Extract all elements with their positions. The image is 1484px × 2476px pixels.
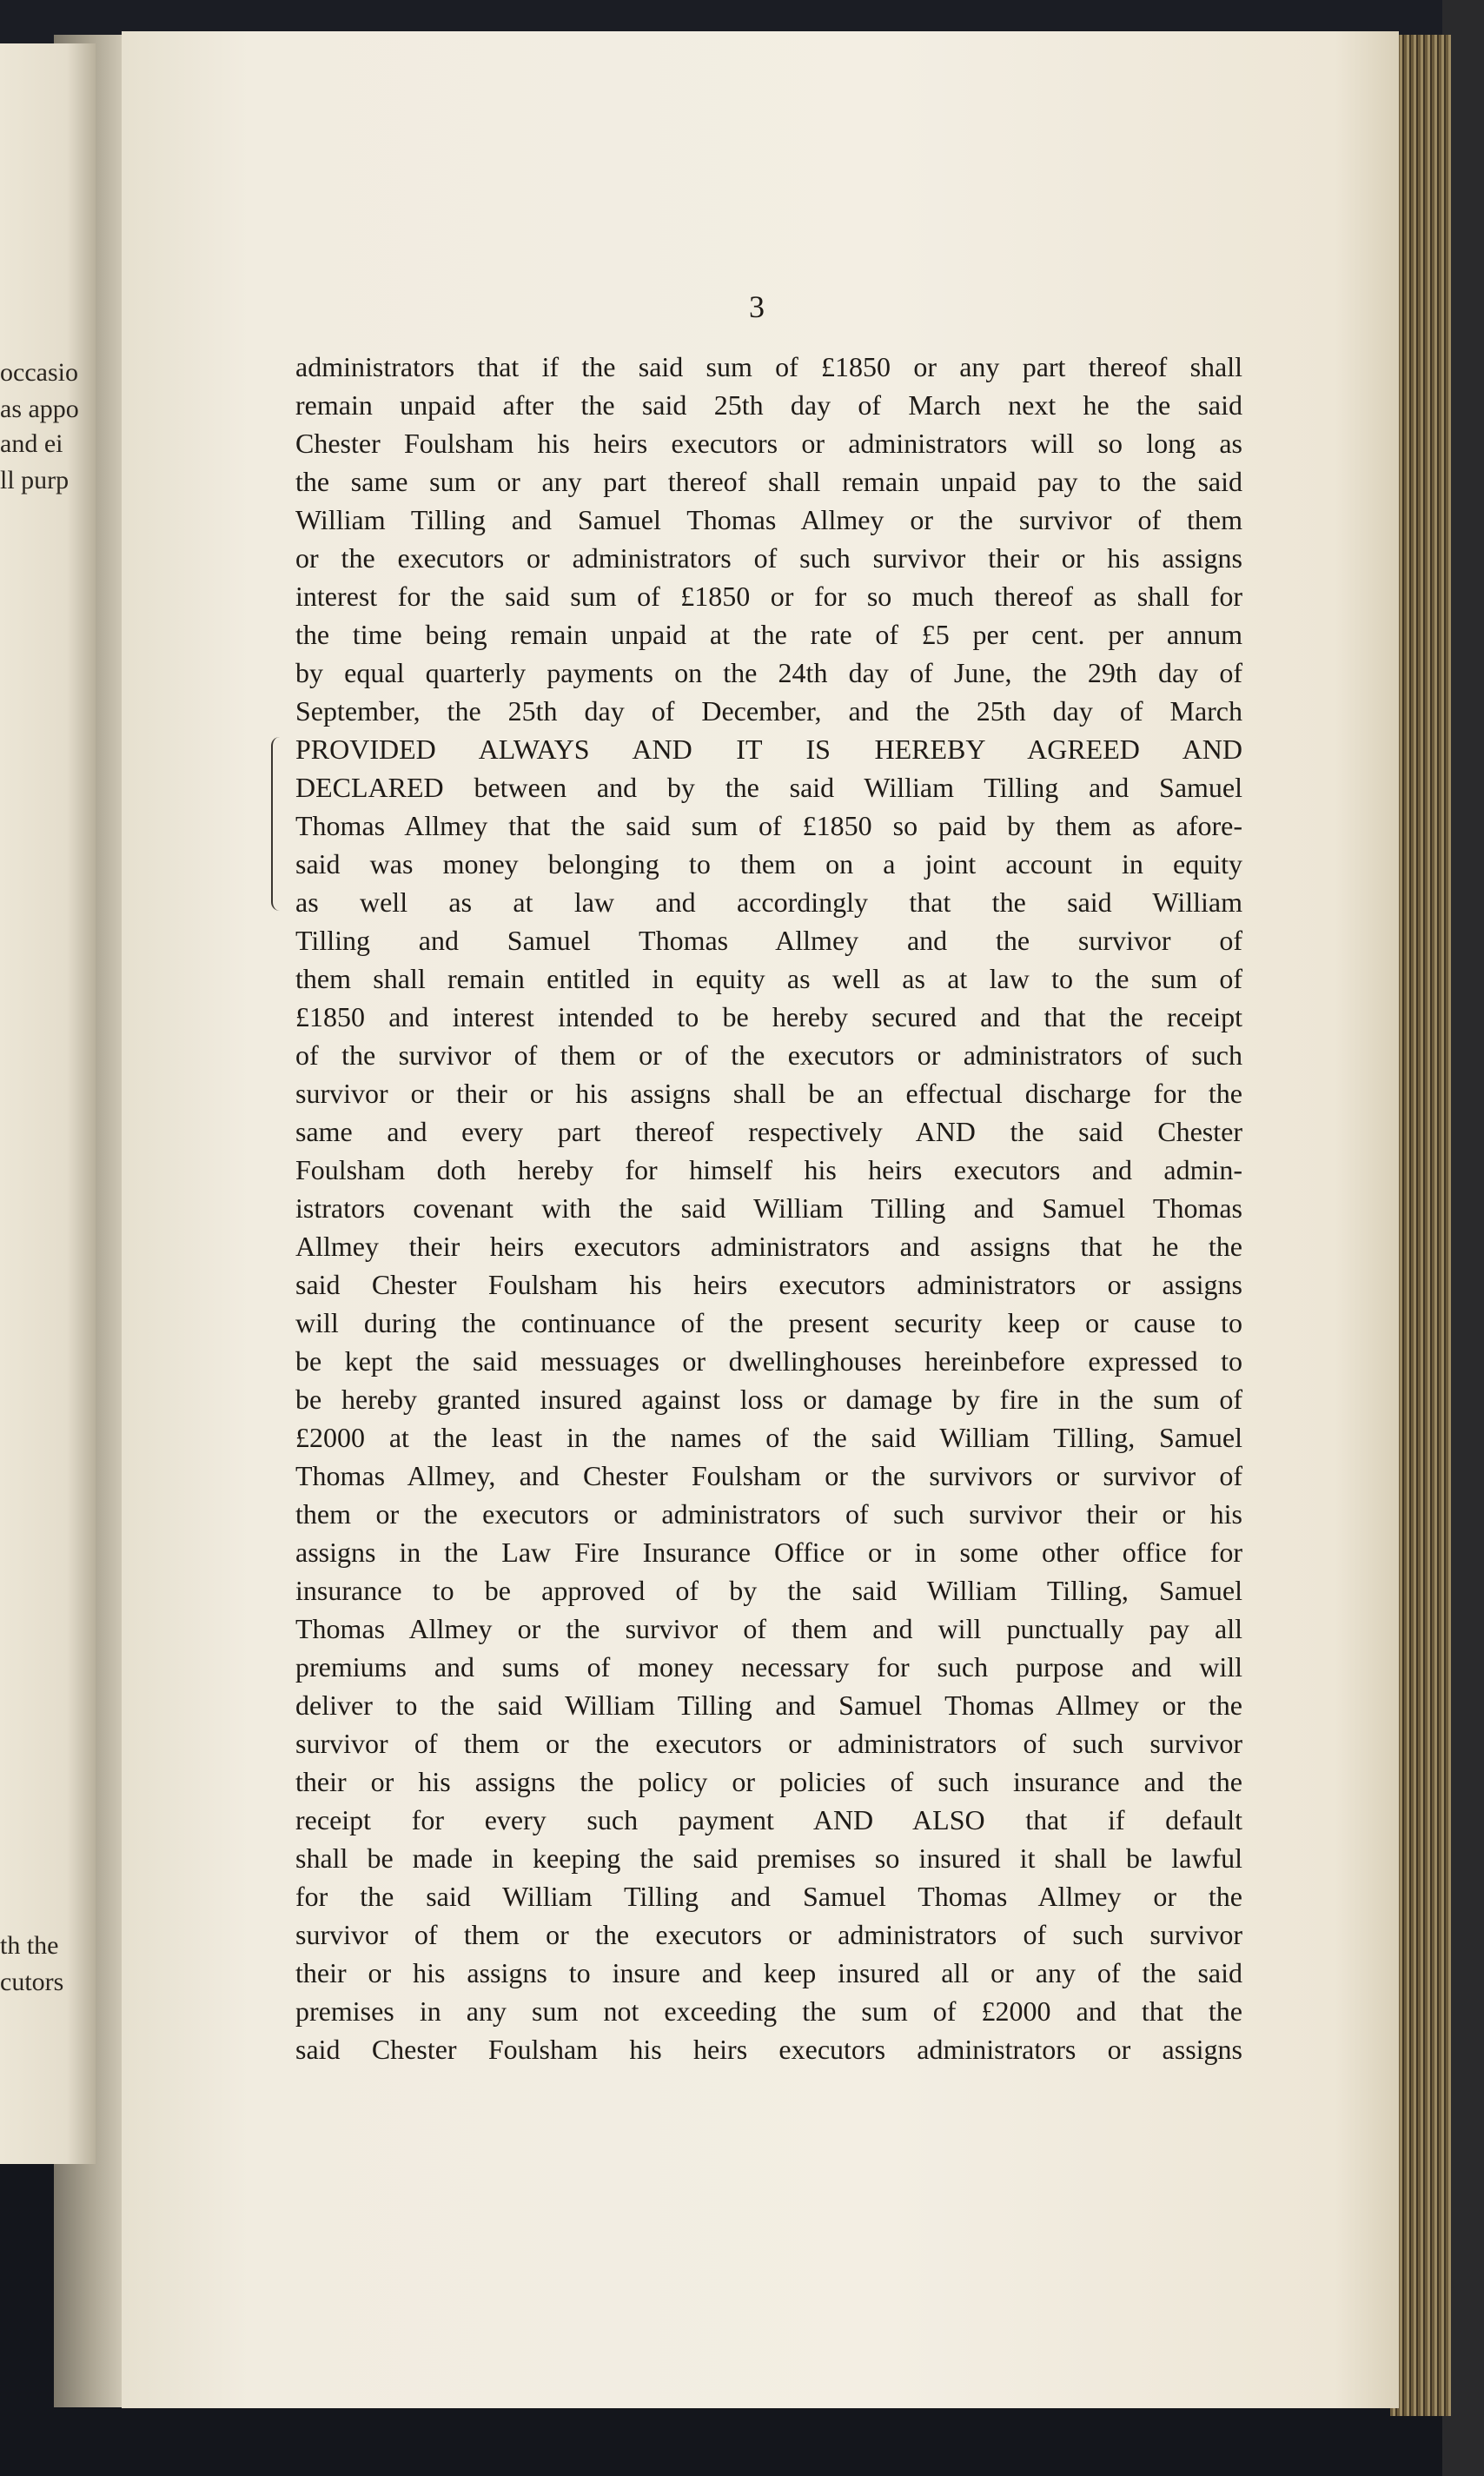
text-line: as well as at law and accordingly that the said William bbox=[295, 886, 1242, 918]
left-page bbox=[0, 43, 96, 2164]
text-line: Allmey their heirs executors administrators and assigns that he the bbox=[295, 1231, 1242, 1262]
text-line: Chester Foulsham his heirs executors or administrators will so long as bbox=[295, 428, 1242, 459]
text-line: the time being remain unpaid at the rate of £5 per cent. per annum bbox=[295, 619, 1242, 650]
left-page-fragment: and ei bbox=[0, 429, 63, 458]
text-line: William Tilling and Samuel Thomas Allmey or the survivor of them bbox=[295, 504, 1242, 535]
text-line: shall be made in keeping the said premises so insured it shall be lawful bbox=[295, 1842, 1242, 1874]
text-line: them or the executors or administrators of such survivor their or his bbox=[295, 1498, 1242, 1530]
text-line: PROVIDED ALWAYS AND IT IS HEREBY AGREED AND bbox=[295, 734, 1242, 765]
text-line: of the survivor of them or of the executors or administrators of such bbox=[295, 1039, 1242, 1071]
text-line: administrators that if the said sum of £1850 or any part thereof shall bbox=[295, 351, 1242, 382]
left-page-fragment: cutors bbox=[0, 1968, 64, 1996]
text-line: their or his assigns the policy or policies of such insurance and the bbox=[295, 1766, 1242, 1797]
page-edges bbox=[1390, 35, 1451, 2416]
page-number: 3 bbox=[749, 289, 765, 324]
text-line: istrators covenant with the said William Tilling and Samuel Thomas bbox=[295, 1192, 1242, 1224]
text-line: them shall remain entitled in equity as well as at law to the sum of bbox=[295, 963, 1242, 994]
left-page-fragment: th the bbox=[0, 1931, 59, 1960]
text-line: Thomas Allmey or the survivor of them and will punctually pay all bbox=[295, 1613, 1242, 1644]
text-line: survivor of them or the executors or administrators of such survivor bbox=[295, 1728, 1242, 1759]
text-line: the same sum or any part thereof shall remain unpaid pay to the said bbox=[295, 466, 1242, 497]
left-page-fragment: ll purp bbox=[0, 466, 70, 495]
text-line: by equal quarterly payments on the 24th day of June, the 29th day of bbox=[295, 657, 1242, 688]
text-line: for the said William Tilling and Samuel Thomas Allmey or the bbox=[295, 1881, 1242, 1912]
text-line: receipt for every such payment AND ALSO that if default bbox=[295, 1804, 1242, 1835]
text-line: premises in any sum not exceeding the sum of £2000 and that the bbox=[295, 1995, 1242, 2027]
text-line: premiums and sums of money necessary for such purpose and will bbox=[295, 1651, 1242, 1683]
text-line: remain unpaid after the said 25th day of March next he the said bbox=[295, 389, 1242, 421]
text-line: deliver to the said William Tilling and Samuel Thomas Allmey or the bbox=[295, 1689, 1242, 1721]
text-line: September, the 25th day of December, and the 25th day of March bbox=[295, 695, 1242, 727]
text-line: or the executors or administrators of such survivor their or his assigns bbox=[295, 542, 1242, 574]
text-line: Tilling and Samuel Thomas Allmey and the survivor of bbox=[295, 925, 1242, 956]
text-line: said Chester Foulsham his heirs executors administrators or assigns bbox=[295, 2034, 1242, 2065]
text-line: be hereby granted insured against loss or damage by fire in the sum of bbox=[295, 1384, 1242, 1415]
text-line: said Chester Foulsham his heirs executors administrators or assigns bbox=[295, 1269, 1242, 1300]
text-line: Thomas Allmey that the said sum of £1850 so paid by them as afore- bbox=[295, 810, 1242, 841]
body-text bbox=[295, 348, 1242, 2068]
text-line: be kept the said messuages or dwellinghouses hereinbefore expressed to bbox=[295, 1345, 1242, 1377]
text-line: same and every part thereof respectively AND the said Chester bbox=[295, 1116, 1242, 1147]
text-line: £2000 at the least in the names of the said William Tilling, Samuel bbox=[295, 1422, 1242, 1453]
text-line: their or his assigns to insure and keep insured all or any of the said bbox=[295, 1957, 1242, 1988]
text-line: assigns in the Law Fire Insurance Office or in some other office for bbox=[295, 1537, 1242, 1568]
text-line: said was money belonging to them on a joint account in equity bbox=[295, 848, 1242, 880]
text-line: £1850 and interest intended to be hereby secured and that the receipt bbox=[295, 1001, 1242, 1032]
left-page-fragment: as appo bbox=[0, 395, 79, 423]
text-line: survivor of them or the executors or administrators of such survivor bbox=[295, 1919, 1242, 1950]
text-line: interest for the said sum of £1850 or for so much thereof as shall for bbox=[295, 581, 1242, 612]
text-line: survivor or their or his assigns shall be an effectual discharge for the bbox=[295, 1078, 1242, 1109]
left-page-fragment: occasio bbox=[0, 358, 78, 387]
text-line: Thomas Allmey, and Chester Foulsham or the survivors or survivor of bbox=[295, 1460, 1242, 1491]
text-line: insurance to be approved of by the said William Tilling, Samuel bbox=[295, 1575, 1242, 1606]
margin-bracket-mark bbox=[271, 737, 283, 911]
text-line: will during the continuance of the present security keep or cause to bbox=[295, 1307, 1242, 1338]
text-line: DECLARED between and by the said William Tilling and Samuel bbox=[295, 772, 1242, 803]
text-line: Foulsham doth hereby for himself his heirs executors and admin- bbox=[295, 1154, 1242, 1185]
